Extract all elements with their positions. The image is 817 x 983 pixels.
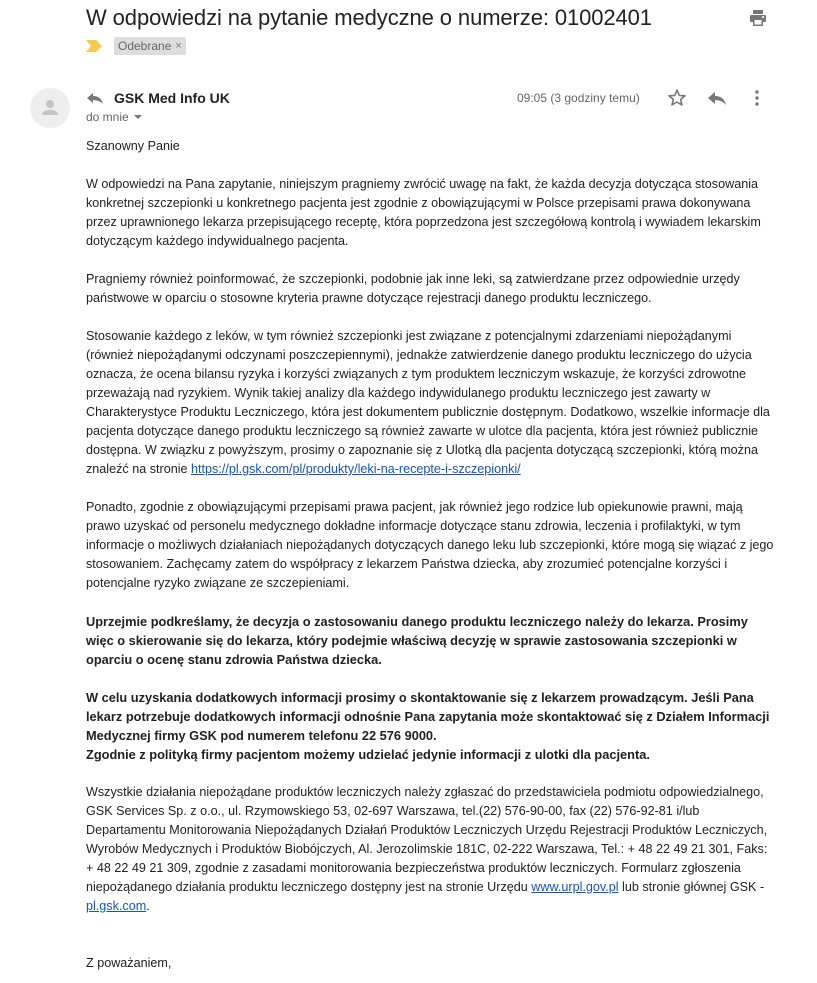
more-options-button[interactable]	[750, 88, 764, 108]
person-icon	[30, 88, 70, 128]
reply-icon	[707, 89, 727, 107]
more-vert-icon	[750, 88, 764, 108]
print-button[interactable]	[748, 8, 768, 28]
gsk-vaccines-link[interactable]: https://pl.gsk.com/pl/produkty/leki-na-recepte-i-szczepionki/	[191, 462, 521, 476]
paragraph-6-bold	[86, 688, 776, 764]
paragraph-3	[86, 327, 776, 479]
label-row	[86, 37, 186, 55]
label-chip-inbox[interactable]	[114, 37, 186, 55]
star-icon	[667, 88, 687, 108]
email-subject: W odpowiedzi na pytanie medyczne o numerze: 01002401	[86, 5, 652, 30]
sender-row	[86, 89, 230, 107]
paragraph-1: W odpowiedzi na Pana zapytanie, niniejszym pragniemy zwrócić uwagę na fakt, że każda decyzja dotycząca stosowania konkretnej szczepionki u konkretnego pacjenta jest zgodnie z obowiązującymi w Polsce przepisami prawa dokonywana przez uprawnionego lekarza przepisującego receptę, która poprzedzona jest szczegółową kontrolą i wywiadem lekarskim dotyczącym każdego indywidualnego pacjenta.	[86, 177, 761, 248]
message-timestamp: 09:05 (3 godziny temu)	[517, 91, 640, 105]
label-chip-text: Odebrane	[118, 39, 172, 53]
chevron-down-icon	[134, 115, 142, 119]
period: .	[146, 899, 150, 913]
sender-avatar[interactable]	[30, 88, 70, 128]
recipient-label: do mnie	[86, 110, 129, 124]
message-body	[86, 137, 776, 983]
reply-button[interactable]	[707, 89, 727, 107]
paragraph-4: Ponadto, zgodnie z obowiązującymi przepisami prawa pacjent, jak również jego rodzice lub opiekunowie prawni, mają prawo uzyskać od personelu medycznego dokładne informacje dotyczące stanu zdrowia, leczenia i profilaktyki, w tym informacje o możliwych działaniach niepożądanych dotyczących danego leku lub szczepionki, które mogą się wiązać z jego stosowaniem. Zachęcamy zatem do współpracy z lekarzem Państwa dziecka, aby zrozumieć potencjalne korzyści i potencjalne ryzyko związane ze szczepieniami.	[86, 500, 774, 590]
greeting: Szanowny Panie	[86, 139, 180, 153]
star-button[interactable]	[667, 88, 687, 108]
gsk-homepage-link[interactable]: pl.gsk.com	[86, 899, 147, 913]
policy-note: Zgodnie z polityką firmy pacjentom możemy udzielać jedynie informacji z ulotki dla pacjenta.	[86, 747, 650, 762]
adverse-events-text: Wszystkie działania niepożądane produktów leczniczych należy zgłaszać do przedstawiciela podmiotu odpowiedzialnego, GSK Services Sp. z o.o., ul. Rzymowskiego 53, 02-697 Warszawa, tel.(22) 576-90-00, fax (22) 576-92-81 i/lub Departamentu Monitorowania Niepożądanych Działań Produktów Leczniczych Urzędu Rejestracji Produktów Leczniczych, Wyrobów Medycznych i Produktów Biobójczych, Al. Jerozolimskie 181C, 02-222 Warszawa, Tel.: + 48 22 49 21 301, Faks: + 48 22 49 21 309, zgodnie z zasadami monitorowania bezpieczeństwa produktów leczniczych. Formularz zgłoszenia niepożądanego działania produktu leczniczego dostępny jest na stronie Urzędu	[86, 785, 768, 894]
paragraph-5-bold: Uprzejmie podkreślamy, że decyzja o zastosowaniu danego produktu leczniczego należy do lekarza. Prosimy więc o skierowanie się do lekarza, który podejmie właściwą decyzję w sprawie zastosowania szczepionki w oparciu o ocenę stanu zdrowia Państwa dziecka.	[86, 614, 748, 667]
closing: Z poważaniem,	[86, 956, 172, 970]
remove-label-button[interactable]: ×	[175, 40, 182, 52]
recipient-details-toggle[interactable]	[86, 110, 142, 124]
sender-name[interactable]: GSK Med Info UK	[114, 90, 230, 106]
replied-indicator-icon	[86, 91, 104, 105]
spacer	[86, 935, 776, 954]
paragraph-2: Pragniemy również poinformować, że szczepionki, podobnie jak inne leki, są zatwierdzane przez odpowiednie urzędy państwowe w oparciu o stosowne kryteria prawne dotyczące rejestracji danego produktu leczniczego.	[86, 272, 740, 305]
urpl-link[interactable]: www.urpl.gov.pl	[531, 880, 619, 894]
contact-info: W celu uzyskania dodatkowych informacji prosimy o skontaktowanie się z lekarzem prowadzącym. Jeśli Pana lekarz potrzebuje dodatkowych informacji odnośnie Pana zapytania może skontaktować się z Działem Informacji Medycznej firmy GSK pod numerem telefonu 22 576 9000.	[86, 690, 770, 743]
print-icon	[748, 8, 768, 28]
importance-marker-icon[interactable]	[86, 40, 102, 52]
paragraph-3-text: Stosowanie każdego z leków, w tym również szczepionki jest związane z potencjalnymi zdarzeniami niepożądanymi (również niepożądanymi odczynami poszczepiennymi), jednakże zatwierdzenie danego produktu leczniczego do użycia oznacza, że ocena bilansu ryzyka i korzyści związanych z tym produktem leczniczym wskazuje, że korzyści zdrowotne przeważają nad ryzykiem. Wynik takiej analizy dla każdego indywidulanego produktu leczniczego jest zawarty w Charakterystyce Produktu Leczniczego, która jest dokumentem publicznie dostępnym. Dodatkowo, wszelkie informacje dla pacjenta dotyczące danego produktu leczniczego są również zawarte w ulotce dla pacjenta, która jest również publicznie dostępna. W związku z powyższym, prosimy o zapoznanie się z Ulotką dla pacjenta dotyczącą szczepionki, którą można znaleźć na stronie	[86, 329, 770, 476]
subject-row	[86, 4, 786, 34]
paragraph-7	[86, 783, 776, 916]
adverse-events-mid: lub stronie głównej GSK -	[618, 880, 765, 894]
